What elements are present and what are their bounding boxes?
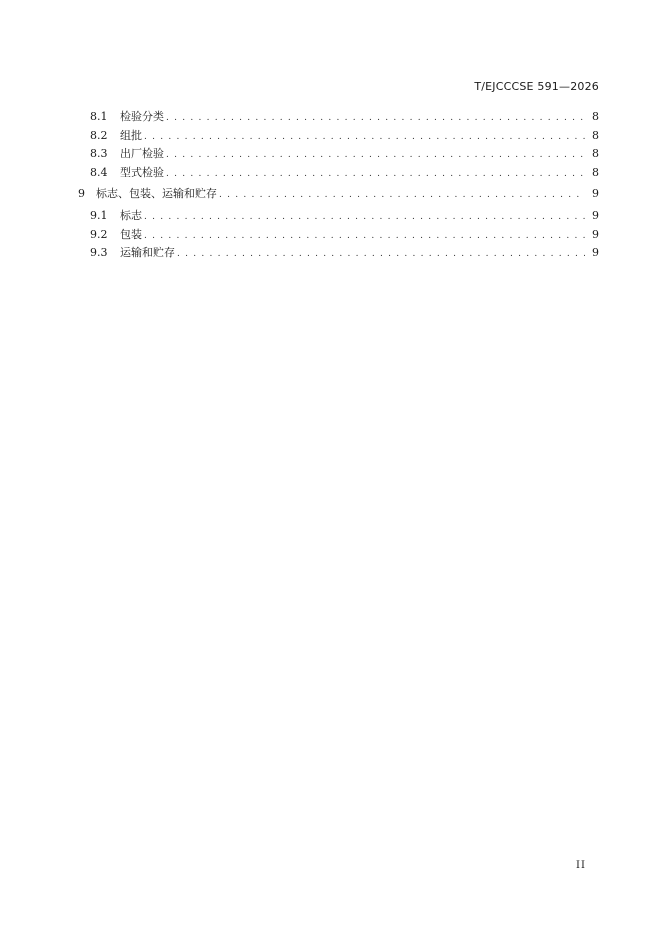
toc-entry[interactable]: [78, 244, 599, 263]
toc-entry-page: 8: [592, 165, 599, 179]
toc-entry-title: 标志: [120, 209, 142, 222]
toc-entry-number: 9: [78, 187, 85, 200]
toc-entry-page: 8: [592, 128, 599, 142]
toc-entry-number: 9.1: [90, 209, 108, 222]
toc-entry[interactable]: [78, 164, 599, 183]
toc-entry[interactable]: [78, 207, 599, 226]
toc-entry-title: 运输和贮存: [120, 246, 175, 259]
toc-dot-leader: [166, 150, 585, 160]
toc-dot-leader: [144, 231, 585, 241]
toc-dot-leader: [177, 249, 585, 259]
toc-entry[interactable]: [78, 145, 599, 164]
toc-entry-page: 8: [592, 110, 599, 123]
toc-entry-page: 9: [592, 187, 599, 200]
toc-entry-number: 8.4: [90, 165, 108, 179]
toc-dot-leader: [144, 212, 585, 222]
toc-entry-page: 9: [592, 246, 599, 259]
toc-entry-number: 8.3: [90, 147, 108, 160]
toc-entry-title: 包装: [120, 227, 142, 241]
toc-entry-page: 9: [592, 209, 599, 222]
toc-entry-page: 8: [592, 147, 599, 160]
toc-entry-number: 9.3: [90, 246, 108, 259]
toc-entry[interactable]: [78, 108, 599, 127]
toc-dot-leader: [166, 169, 585, 179]
toc-entry-number: 9.2: [90, 227, 108, 241]
toc-entry-page: 9: [592, 227, 599, 241]
toc-entry-title: 组批: [120, 128, 142, 142]
table-of-contents: [78, 108, 599, 263]
toc-entry-number: 8.2: [90, 128, 108, 142]
toc-dot-leader: [166, 113, 585, 123]
toc-entry-title: 型式检验: [120, 165, 164, 179]
toc-dot-leader: [144, 132, 585, 142]
toc-entry-title: 检验分类: [120, 110, 164, 123]
toc-entry[interactable]: [78, 226, 599, 245]
toc-entry-number: 8.1: [90, 110, 108, 123]
page-number: II: [576, 860, 586, 871]
toc-dot-leader: [219, 190, 585, 200]
document-code: T/EJCCCSE 591—2026: [474, 80, 599, 93]
toc-chapter-entry[interactable]: [78, 185, 599, 205]
toc-entry[interactable]: [78, 127, 599, 146]
toc-entry-title: 出厂检验: [120, 147, 164, 160]
toc-entry-title: 标志、包装、运输和贮存: [96, 187, 217, 200]
